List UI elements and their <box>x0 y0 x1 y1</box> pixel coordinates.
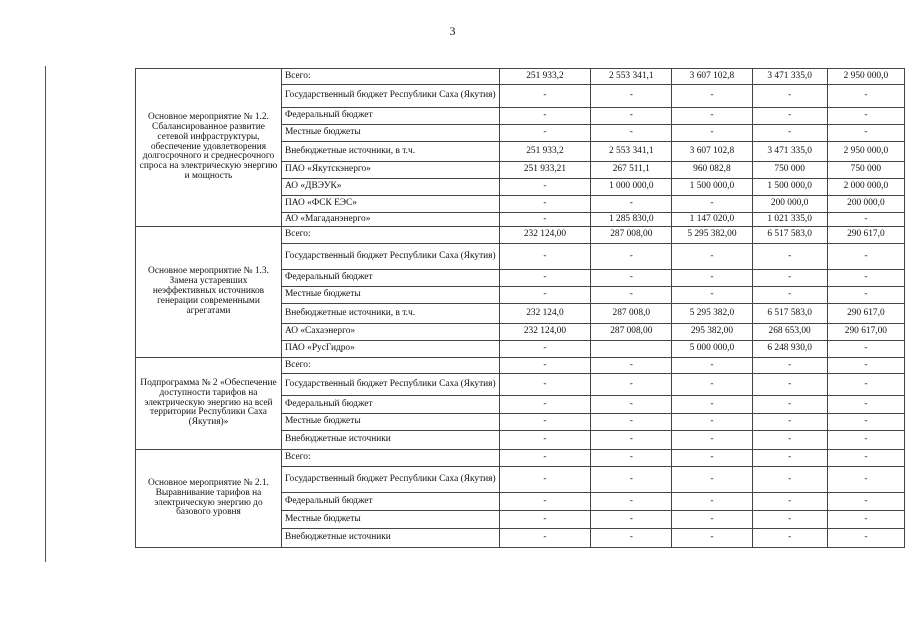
amount-cell: - <box>591 511 672 529</box>
amount-cell: - <box>591 270 672 287</box>
amount-cell: 3 607 102,8 <box>672 69 752 85</box>
funding-source: Государственный бюджет Республики Саха (Якутия) <box>281 85 499 108</box>
amount-cell: - <box>752 85 827 108</box>
amount-cell: - <box>499 213 591 227</box>
amount-cell: - <box>672 529 752 548</box>
funding-source: ПАО «РусГидро» <box>281 341 499 358</box>
amount-cell: - <box>827 511 904 529</box>
amount-cell: - <box>752 414 827 431</box>
funding-source: Внебюджетные источники <box>281 529 499 548</box>
amount-cell: 200 000,0 <box>827 196 904 213</box>
amount-cell: - <box>672 374 752 396</box>
funding-source: Федеральный бюджет <box>281 493 499 511</box>
amount-cell: 2 553 341,1 <box>591 69 672 85</box>
funding-source: Местные бюджеты <box>281 414 499 431</box>
amount-cell: 287 008,00 <box>591 227 672 244</box>
funding-source: Всего: <box>281 450 499 467</box>
funding-source: АО «Магаданэнерго» <box>281 213 499 227</box>
amount-cell: - <box>591 125 672 142</box>
amount-cell: 290 617,0 <box>827 304 904 324</box>
amount-cell: - <box>499 287 591 304</box>
amount-cell: 287 008,00 <box>591 324 672 341</box>
amount-cell: - <box>591 287 672 304</box>
amount-cell: 5 295 382,00 <box>672 227 752 244</box>
amount-cell: - <box>752 358 827 374</box>
amount-cell: - <box>827 213 904 227</box>
amount-cell: - <box>827 414 904 431</box>
amount-cell: - <box>591 85 672 108</box>
amount-cell: - <box>499 450 591 467</box>
amount-cell: - <box>827 108 904 125</box>
amount-cell: 750 000 <box>752 162 827 179</box>
amount-cell: 232 124,00 <box>499 227 591 244</box>
amount-cell: 1 021 335,0 <box>752 213 827 227</box>
funding-source: Внебюджетные источники, в т.ч. <box>281 304 499 324</box>
activity-name: Подпрограмма № 2 «Обеспечение доступности тарифов на электрическую энергию на всей территории Республики Саха (Якутия)» <box>136 358 282 450</box>
amount-cell: - <box>672 244 752 270</box>
amount-cell: - <box>591 108 672 125</box>
amount-cell: - <box>672 358 752 374</box>
funding-source: Всего: <box>281 227 499 244</box>
amount-cell: - <box>752 467 827 493</box>
amount-cell: - <box>752 529 827 548</box>
amount-cell: - <box>672 287 752 304</box>
amount-cell: 6 248 930,0 <box>752 341 827 358</box>
funding-source: Всего: <box>281 358 499 374</box>
amount-cell: - <box>591 450 672 467</box>
amount-cell: - <box>591 196 672 213</box>
amount-cell: 2 950 000,0 <box>827 69 904 85</box>
amount-cell: - <box>499 414 591 431</box>
amount-cell: - <box>672 270 752 287</box>
left-margin-rule <box>45 66 46 562</box>
amount-cell: 267 511,1 <box>591 162 672 179</box>
amount-cell: - <box>672 467 752 493</box>
funding-source: Федеральный бюджет <box>281 396 499 414</box>
amount-cell: - <box>499 529 591 548</box>
funding-source: Государственный бюджет Республики Саха (Якутия) <box>281 244 499 270</box>
amount-cell: - <box>499 270 591 287</box>
amount-cell: 1 285 830,0 <box>591 213 672 227</box>
amount-cell: - <box>499 341 591 358</box>
amount-cell: 960 082,8 <box>672 162 752 179</box>
page-number: 3 <box>449 24 456 38</box>
table-row <box>136 450 905 467</box>
funding-source: Внебюджетные источники, в т.ч. <box>281 142 499 162</box>
amount-cell: 1 000 000,0 <box>591 179 672 196</box>
amount-cell: 295 382,00 <box>672 324 752 341</box>
amount-cell: - <box>752 431 827 450</box>
amount-cell: - <box>827 125 904 142</box>
amount-cell: - <box>591 244 672 270</box>
amount-cell: - <box>827 396 904 414</box>
amount-cell: - <box>752 396 827 414</box>
amount-cell: 1 500 000,0 <box>672 179 752 196</box>
amount-cell: 3 471 335,0 <box>752 69 827 85</box>
budget-table <box>135 68 905 548</box>
activity-name: Основное мероприятие № 2.1. Выравнивание тарифов на электрическую энергию до базового уровня <box>136 450 282 548</box>
funding-source: АО «Сахаэнерго» <box>281 324 499 341</box>
amount-cell: - <box>827 341 904 358</box>
amount-cell: 251 933,2 <box>499 69 591 85</box>
amount-cell: - <box>499 179 591 196</box>
amount-cell: - <box>499 467 591 493</box>
activity-name: Основное мероприятие № 1.2. Сбалансированное развитие сетевой инфраструктуры, обеспечение удовлетворения долгосрочного и среднесрочного спроса на электрическую энергию и мощность <box>136 69 282 227</box>
amount-cell: - <box>672 196 752 213</box>
amount-cell: - <box>752 493 827 511</box>
amount-cell <box>591 341 672 358</box>
amount-cell: 268 653,00 <box>752 324 827 341</box>
amount-cell: 1 147 020,0 <box>672 213 752 227</box>
amount-cell: - <box>827 431 904 450</box>
amount-cell: - <box>827 493 904 511</box>
funding-source: Федеральный бюджет <box>281 270 499 287</box>
amount-cell: - <box>591 529 672 548</box>
funding-source: Внебюджетные источники <box>281 431 499 450</box>
amount-cell: - <box>752 270 827 287</box>
amount-cell: - <box>591 493 672 511</box>
amount-cell: 251 933,21 <box>499 162 591 179</box>
budget-table-body <box>136 69 905 548</box>
amount-cell: 290 617,0 <box>827 227 904 244</box>
amount-cell: 232 124,00 <box>499 324 591 341</box>
amount-cell: 5 000 000,0 <box>672 341 752 358</box>
amount-cell: 287 008,0 <box>591 304 672 324</box>
amount-cell: - <box>827 374 904 396</box>
amount-cell: - <box>591 431 672 450</box>
amount-cell: - <box>672 493 752 511</box>
amount-cell: - <box>672 396 752 414</box>
amount-cell: - <box>827 529 904 548</box>
amount-cell: - <box>591 414 672 431</box>
amount-cell: 2 950 000,0 <box>827 142 904 162</box>
funding-source: Местные бюджеты <box>281 287 499 304</box>
amount-cell: - <box>827 287 904 304</box>
funding-source: Всего: <box>281 69 499 85</box>
amount-cell: - <box>752 125 827 142</box>
amount-cell: - <box>752 108 827 125</box>
table-row <box>136 358 905 374</box>
amount-cell: - <box>752 450 827 467</box>
amount-cell: - <box>752 374 827 396</box>
amount-cell: - <box>827 244 904 270</box>
amount-cell: 251 933,2 <box>499 142 591 162</box>
funding-source: ПАО «ФСК ЕЭС» <box>281 196 499 213</box>
funding-source: Местные бюджеты <box>281 125 499 142</box>
amount-cell: - <box>499 511 591 529</box>
amount-cell: 6 517 583,0 <box>752 227 827 244</box>
funding-source: АО «ДВЭУК» <box>281 179 499 196</box>
table-row <box>136 69 905 85</box>
amount-cell: - <box>672 511 752 529</box>
amount-cell: - <box>827 450 904 467</box>
amount-cell: - <box>752 511 827 529</box>
amount-cell: - <box>499 396 591 414</box>
amount-cell: - <box>499 108 591 125</box>
amount-cell: - <box>499 374 591 396</box>
amount-cell: 290 617,00 <box>827 324 904 341</box>
amount-cell: 3 471 335,0 <box>752 142 827 162</box>
amount-cell: - <box>499 196 591 213</box>
amount-cell: - <box>672 125 752 142</box>
amount-cell: - <box>591 374 672 396</box>
amount-cell: 200 000,0 <box>752 196 827 213</box>
amount-cell: - <box>499 125 591 142</box>
amount-cell: 750 000 <box>827 162 904 179</box>
amount-cell: 2 000 000,0 <box>827 179 904 196</box>
amount-cell: - <box>499 244 591 270</box>
amount-cell: - <box>672 414 752 431</box>
amount-cell: 6 517 583,0 <box>752 304 827 324</box>
amount-cell: - <box>752 244 827 270</box>
amount-cell: - <box>499 85 591 108</box>
amount-cell: 232 124,0 <box>499 304 591 324</box>
funding-source: Местные бюджеты <box>281 511 499 529</box>
amount-cell: - <box>672 108 752 125</box>
amount-cell: - <box>499 431 591 450</box>
amount-cell: - <box>827 467 904 493</box>
amount-cell: 2 553 341,1 <box>591 142 672 162</box>
amount-cell: 3 607 102,8 <box>672 142 752 162</box>
funding-source: Государственный бюджет Республики Саха (Якутия) <box>281 374 499 396</box>
amount-cell: - <box>591 467 672 493</box>
activity-name: Основное мероприятие № 1.3. Замена устаревших неэффективных источников генерации современными агрегатами <box>136 227 282 358</box>
amount-cell: - <box>827 85 904 108</box>
funding-source: Федеральный бюджет <box>281 108 499 125</box>
amount-cell: - <box>499 358 591 374</box>
amount-cell: - <box>672 85 752 108</box>
funding-source: ПАО «Якутскэнерго» <box>281 162 499 179</box>
funding-source: Государственный бюджет Республики Саха (Якутия) <box>281 467 499 493</box>
amount-cell: - <box>591 396 672 414</box>
amount-cell: - <box>499 493 591 511</box>
amount-cell: 1 500 000,0 <box>752 179 827 196</box>
amount-cell: - <box>827 358 904 374</box>
table-row <box>136 227 905 244</box>
amount-cell: - <box>672 450 752 467</box>
amount-cell: 5 295 382,0 <box>672 304 752 324</box>
amount-cell: - <box>591 358 672 374</box>
amount-cell: - <box>827 270 904 287</box>
amount-cell: - <box>672 431 752 450</box>
amount-cell: - <box>752 287 827 304</box>
